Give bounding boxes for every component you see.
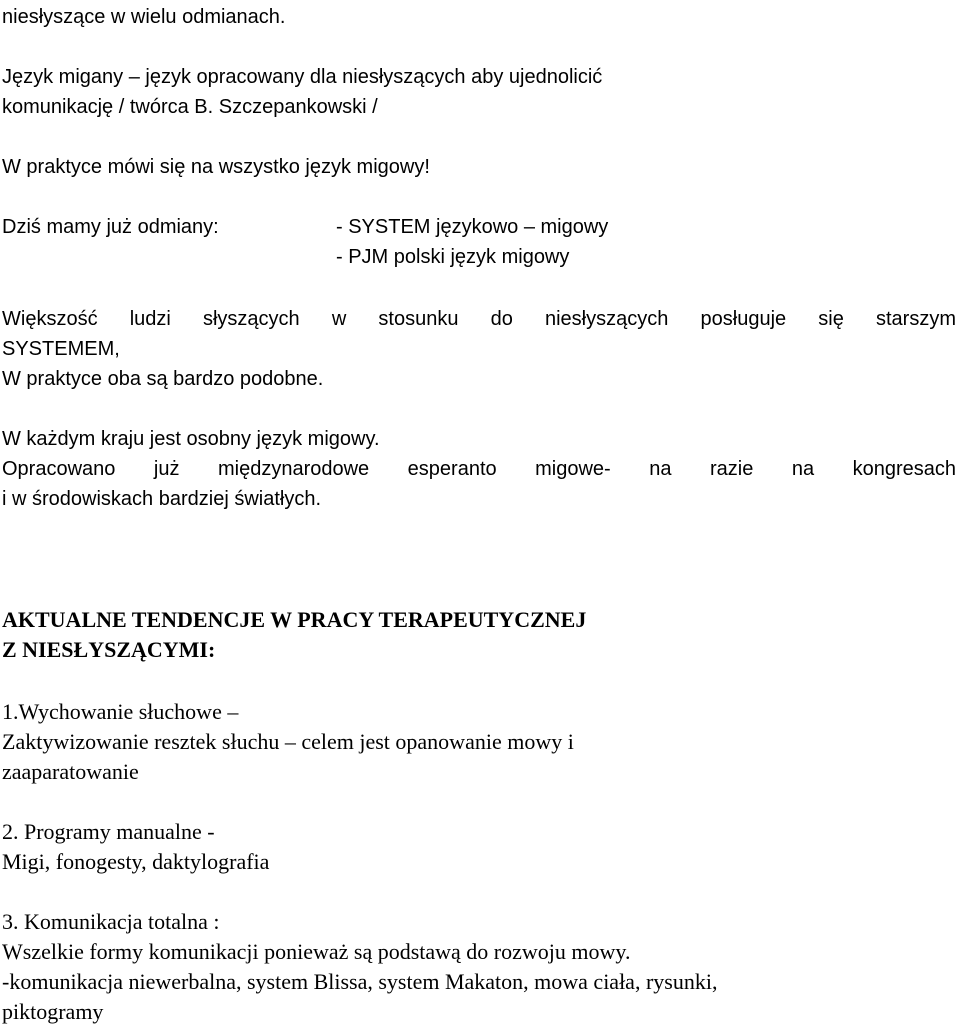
text-line: Dziś mamy już odmiany: <box>2 216 219 238</box>
list-item: 3. Komunikacja totalna : <box>2 909 220 934</box>
text-line: Większość ludzi słyszących w stosunku do niesłyszących posługuje się starszym <box>2 308 956 330</box>
list-item: 2. Programy manualne - <box>2 819 215 844</box>
text-line: niesłyszące w wielu odmianach. <box>2 6 286 28</box>
text-line: SYSTEMEM, <box>2 338 120 360</box>
text-line: Migi, fonogesty, daktylografia <box>2 849 270 874</box>
text-line: Opracowano już międzynarodowe esperanto migowe- na razie na kongresach <box>2 458 956 480</box>
text-line: komunikację / twórca B. Szczepankowski / <box>2 96 378 118</box>
list-item: - SYSTEM językowo – migowy <box>336 216 609 238</box>
section-heading: AKTUALNE TENDENCJE W PRACY TERAPEUTYCZNEJ <box>2 607 587 632</box>
text-line: -komunikacja niewerbalna, system Blissa, system Makaton, mowa ciała, rysunki, <box>2 969 718 994</box>
text-line: Zaktywizowanie resztek słuchu – celem jest opanowanie mowy i <box>2 729 574 754</box>
text-line: zaaparatowanie <box>2 759 139 784</box>
list-item: - PJM polski język migowy <box>336 246 570 268</box>
section-heading: Z NIESŁYSZĄCYMI: <box>2 637 216 662</box>
text-line: piktogramy <box>2 999 104 1024</box>
text-line: W każdym kraju jest osobny język migowy. <box>2 428 380 450</box>
list-item: 1.Wychowanie słuchowe – <box>2 699 239 724</box>
text-line: W praktyce oba są bardzo podobne. <box>2 368 324 390</box>
text-line: W praktyce mówi się na wszystko język migowy! <box>2 156 430 178</box>
text-line: Wszelkie formy komunikacji ponieważ są podstawą do rozwoju mowy. <box>2 939 631 964</box>
text-line: i w środowiskach bardziej światłych. <box>2 488 322 510</box>
text-line: Język migany – język opracowany dla niesłyszących aby ujednolicić <box>2 66 603 88</box>
